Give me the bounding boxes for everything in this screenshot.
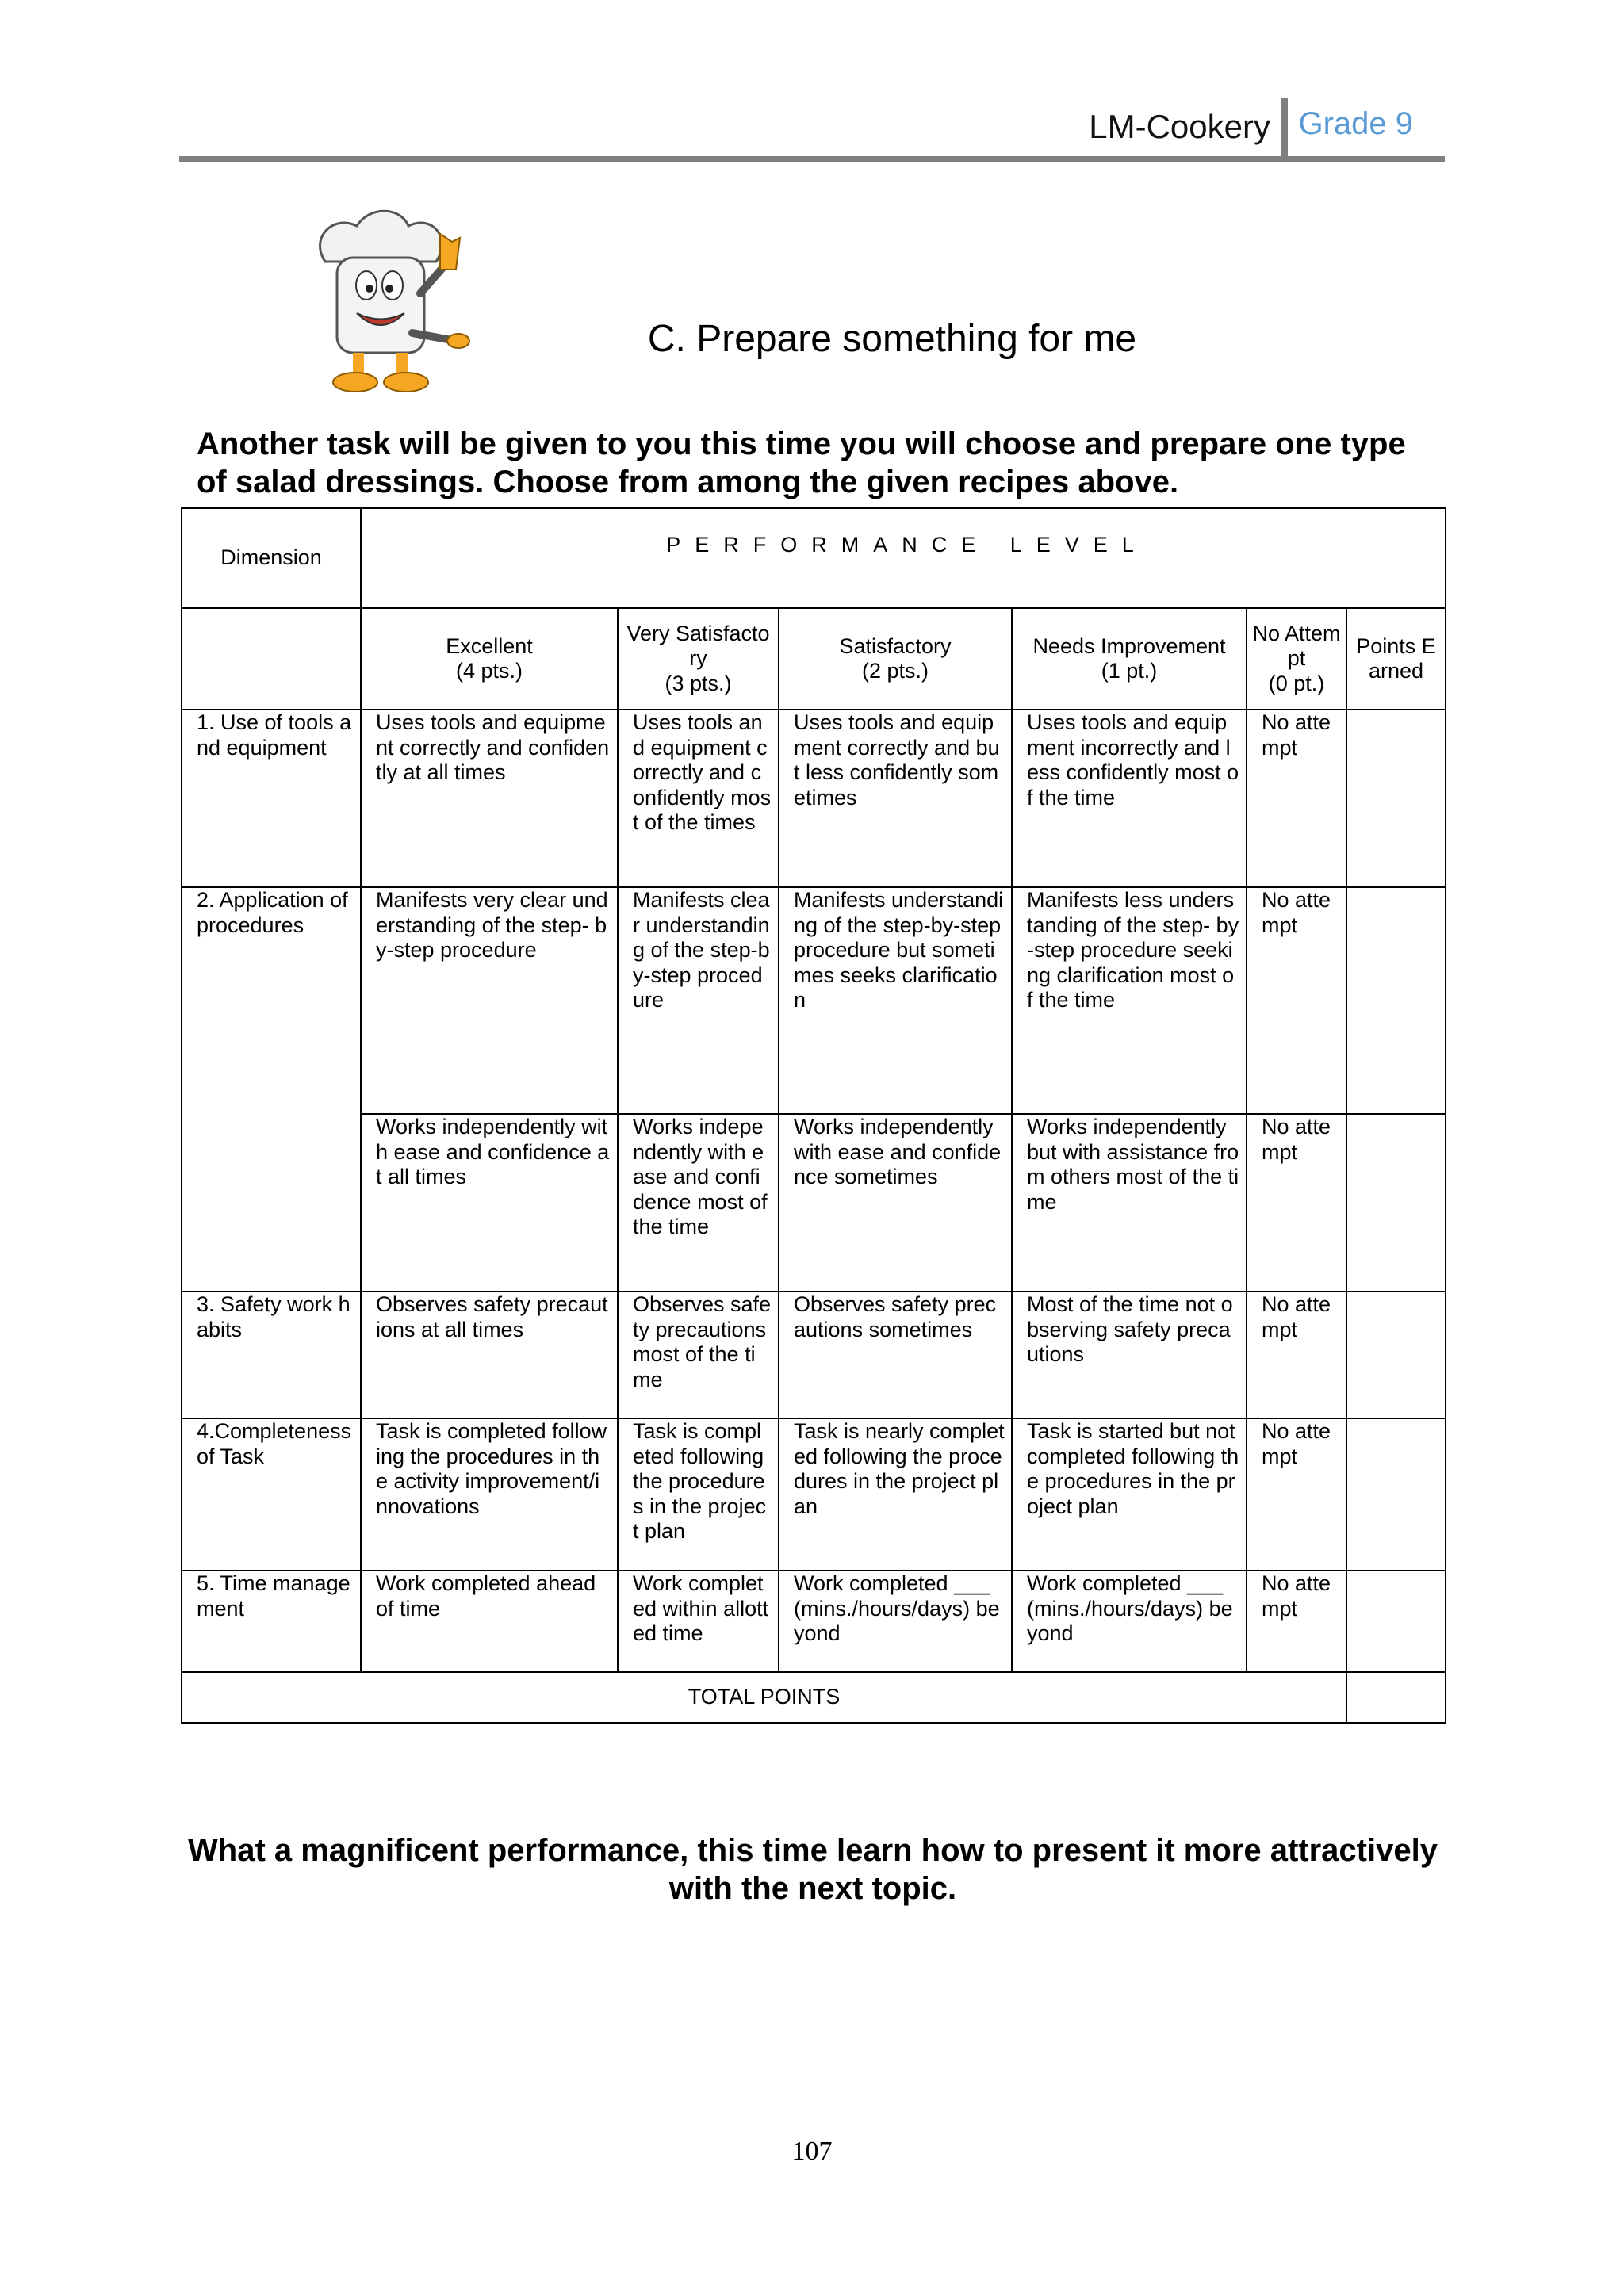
table-cell: Most of the time not observing safety precautions [1012,1292,1247,1418]
table-row [182,710,1446,887]
table-cell: Uses tools and equipment incorrectly and less confidently most of the time [1012,710,1247,887]
level-header-row [182,608,1446,710]
points-cell [1346,1114,1446,1292]
table-cell: Task is nearly completed following the procedures in the project plan [779,1418,1012,1571]
points-cell [1346,710,1446,887]
chef-mascot-icon [293,206,476,396]
table-cell: Works independently with ease and confidence sometimes [779,1114,1012,1292]
total-row [182,1672,1446,1723]
table-cell: Works independently but with assistance from others most of the time [1012,1114,1247,1292]
table-row [182,1418,1446,1571]
row-dimension: 2. Application of procedures [182,887,361,1292]
total-points-label: TOTAL POINTS [182,1672,1346,1723]
table-cell: Works independently with ease and confidence most of the time [618,1114,779,1292]
table-row [182,1114,1446,1292]
table-cell: Task is completed following the procedures in the project plan [618,1418,779,1571]
row-dimension: 5. Time management [182,1571,361,1672]
closing-text: What a magnificent performance, this time learn how to present it more attractively with the next topic. [188,1833,1438,1906]
activity-title: C. Prepare something for me [647,318,1137,360]
dimension-header: Dimension [182,508,361,608]
page-number: 107 [791,2137,833,2166]
table-cell: No attempt [1247,1292,1346,1418]
course-title: LM-Cookery [1089,108,1270,145]
table-cell: Observes safety precautions at all times [361,1292,618,1418]
rubric-table [181,507,1446,1724]
level-header-very-satisfactory: Very Satisfactory (3 pts.) [618,608,779,710]
table-cell: No attempt [1247,710,1346,887]
total-points-cell [1346,1672,1446,1723]
table-cell: Uses tools and equipment correctly and but less confidently sometimes [779,710,1012,887]
table-cell: Task is started but not completed following the procedures in the project plan [1012,1418,1247,1571]
table-cell: Work completed within allotted time [618,1571,779,1672]
header-rule [179,156,1445,162]
table-row [182,1571,1446,1672]
table-cell: Work completed ___(mins./hours/days) beyond [779,1571,1012,1672]
grade-label: Grade 9 [1298,106,1413,141]
table-cell: Work completed ahead of time [361,1571,618,1672]
table-row [182,887,1446,1114]
header-divider [1281,98,1288,162]
points-cell [1346,1571,1446,1672]
points-cell [1346,1292,1446,1418]
level-header-needs-improvement: Needs Improvement (1 pt.) [1012,608,1247,710]
table-cell: Observes safety precautions sometimes [779,1292,1012,1418]
table-cell: No attempt [1247,1571,1346,1672]
table-cell: Task is completed following the procedures in the activity improvement/innovations [361,1418,618,1571]
table-cell: No attempt [1247,887,1346,1114]
table-cell: Work completed ___(mins./hours/days) beyond [1012,1571,1247,1672]
performance-level-header: PERFORMANCE LEVEL [361,508,1446,608]
table-cell: Manifests very clear understanding of the step- by-step procedure [361,887,618,1114]
table-cell: Uses tools and equipment correctly and confidently at all times [361,710,618,887]
points-earned-header: Points Earned [1346,608,1446,710]
table-cell: Manifests understanding of the step-by-step procedure but sometimes seeks clarification [779,887,1012,1114]
rubric-header-row [182,508,1446,608]
page-header [179,94,1445,162]
row-dimension: 1. Use of tools and equipment [182,710,361,887]
row-dimension: 3. Safety work habits [182,1292,361,1418]
points-cell [1346,1418,1446,1571]
table-cell: Manifests less understanding of the step- by-step procedure seeking clarification most of the time [1012,887,1247,1114]
points-cell [1346,887,1446,1114]
table-cell: No attempt [1247,1114,1346,1292]
table-cell: No attempt [1247,1418,1346,1571]
level-header-satisfactory: Satisfactory (2 pts.) [779,608,1012,710]
table-cell: Works independently with ease and confidence at all times [361,1114,618,1292]
row-dimension: 4.Completeness of Task [182,1418,361,1571]
table-row [182,1292,1446,1418]
table-cell: Manifests clear understanding of the step-by-step procedure [618,887,779,1114]
table-cell: Observes safety precautions most of the time [618,1292,779,1418]
level-header-excellent: Excellent (4 pts.) [361,608,618,710]
table-cell: Uses tools and equipment correctly and confidently most of the times [618,710,779,887]
level-header-no-attempt: No Attempt (0 pt.) [1247,608,1346,710]
instructions-text: Another task will be given to you this time you will choose and prepare one type of salad dressings. Choose from among the given recipes above. [197,427,1406,499]
